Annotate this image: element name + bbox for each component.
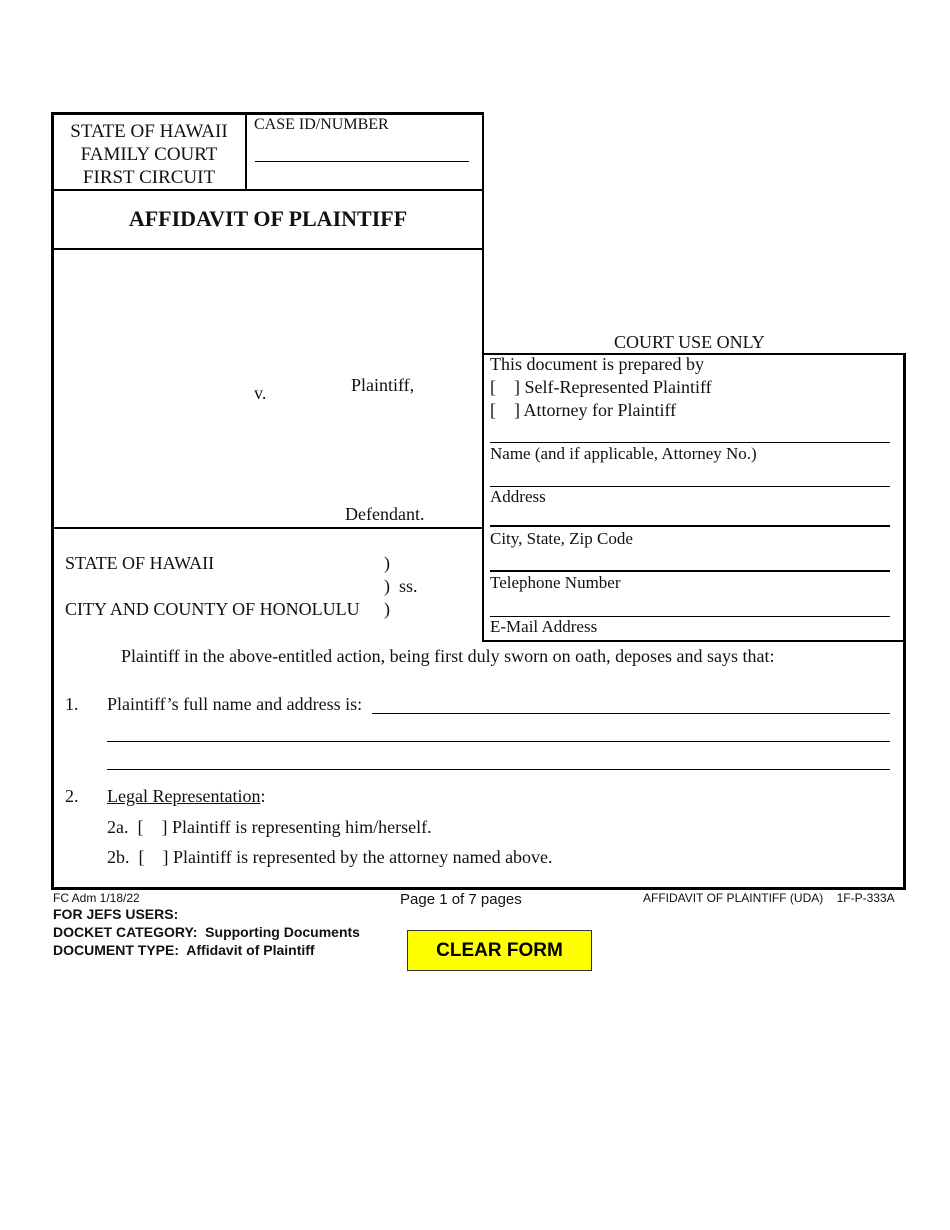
form-name (643, 891, 895, 905)
item-2a[interactable] (107, 817, 432, 838)
item-2-heading (107, 786, 265, 807)
plaintiff-address-line-3[interactable] (107, 769, 890, 770)
defendant-label: Defendant. (345, 504, 425, 524)
item-1-label: Plaintiff’s full name and address is: (107, 694, 363, 714)
venue-ss: ) ss. (384, 576, 418, 596)
caption-right-border (482, 112, 484, 642)
header-divider (51, 189, 484, 191)
phone-field-line[interactable] (490, 570, 890, 572)
email-field-label: E-Mail Address (490, 617, 598, 636)
title-divider (51, 248, 484, 250)
form-code: 1F-P-333A (836, 891, 895, 905)
court-divider (245, 113, 247, 191)
item-2b-number: 2b. (107, 847, 130, 867)
form-name-text: AFFIDAVIT OF PLAINTIFF (UDA) (643, 891, 824, 905)
clear-form-button[interactable]: CLEAR FORM (407, 930, 592, 971)
case-id-label: CASE ID/NUMBER (254, 116, 389, 133)
form-title: AFFIDAVIT OF PLAINTIFF (128, 206, 408, 231)
item-2-heading-colon: : (260, 786, 266, 806)
checkbox-2a[interactable]: [ ] (133, 817, 168, 837)
court-name-block (55, 120, 243, 189)
court-line-family: FAMILY COURT (80, 144, 218, 165)
item-1-number: 1. (65, 694, 79, 714)
venue-county: CITY AND COUNTY OF HONOLULU (65, 599, 360, 619)
checkbox-2b[interactable]: [ ] (134, 847, 169, 867)
document-type: DOCUMENT TYPE: Affidavit of Plaintiff (53, 942, 315, 958)
self-rep-label: Self-Represented Plaintiff (524, 377, 712, 397)
item-2b[interactable] (107, 847, 553, 868)
address-field-label: Address (490, 487, 546, 506)
plaintiff-address-line-2[interactable] (107, 741, 890, 742)
item-2-heading-text: Legal Representation (107, 786, 261, 806)
item-2-number: 2. (65, 786, 79, 806)
checkbox-attorney[interactable]: [ ] (490, 400, 520, 420)
form-date: FC Adm 1/18/22 (53, 891, 140, 905)
venue-state: STATE OF HAWAII (65, 553, 215, 573)
court-use-bottom (482, 640, 906, 642)
item-2a-label: Plaintiff is representing him/herself. (172, 817, 432, 837)
phone-field-label: Telephone Number (490, 573, 621, 592)
versus-label: v. (254, 383, 267, 403)
venue-paren-1: ) (384, 553, 390, 573)
court-line-state: STATE OF HAWAII (70, 121, 228, 142)
intro-paragraph: Plaintiff in the above-entitled action, being first duly sworn on oath, deposes and says that: (121, 646, 775, 666)
self-rep-option[interactable] (490, 377, 712, 398)
name-field-label: Name (and if applicable, Attorney No.) (490, 444, 757, 463)
address-field-line[interactable] (490, 486, 890, 487)
plaintiff-address-line-1[interactable] (372, 713, 890, 714)
venue-paren-3: ) (384, 599, 390, 619)
docket-category: DOCKET CATEGORY: Supporting Documents (53, 924, 360, 940)
item-2a-number: 2a. (107, 817, 129, 837)
checkbox-self-rep[interactable]: [ ] (490, 377, 520, 397)
bottom-border (51, 887, 906, 890)
attorney-label: Attorney for Plaintiff (523, 400, 677, 420)
court-use-heading: COURT USE ONLY (614, 332, 765, 352)
top-border (51, 112, 484, 115)
city-field-label: City, State, Zip Code (490, 529, 633, 548)
caption-bottom (51, 527, 484, 529)
case-id-input[interactable] (255, 161, 469, 162)
attorney-option[interactable] (490, 400, 676, 421)
right-border (903, 353, 906, 890)
name-field-line[interactable] (490, 442, 890, 443)
plaintiff-label: Plaintiff, (351, 375, 415, 395)
jefs-users-label: FOR JEFS USERS: (53, 906, 179, 922)
court-line-circuit: FIRST CIRCUIT (82, 167, 216, 188)
city-field-line[interactable] (490, 525, 890, 527)
page-info: Page 1 of 7 pages (400, 891, 522, 908)
item-2b-label: Plaintiff is represented by the attorney named above. (173, 847, 553, 867)
prepared-by-label: This document is prepared by (490, 354, 704, 374)
